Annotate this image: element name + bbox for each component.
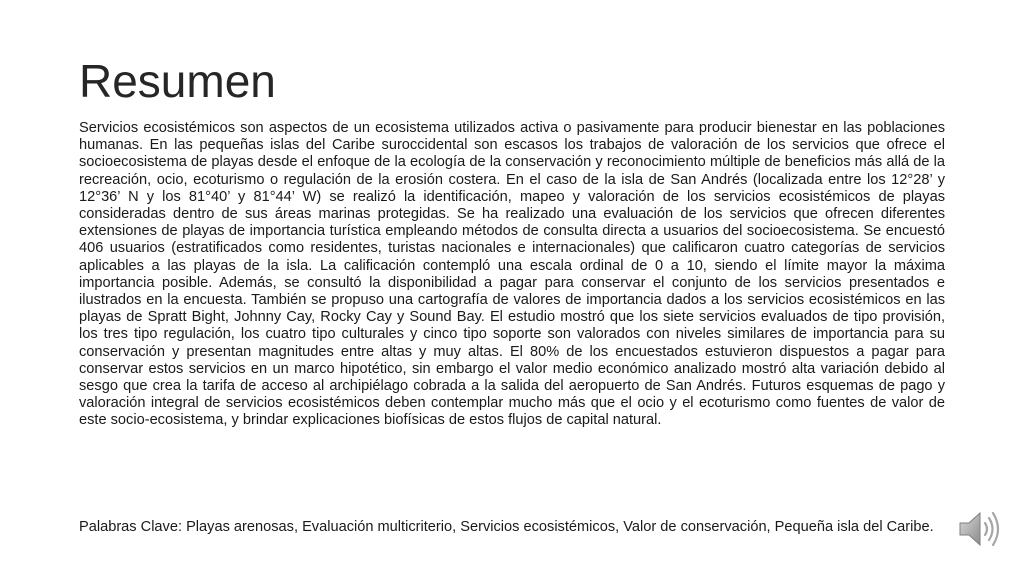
slide-title: Resumen [79,55,276,107]
abstract-paragraph: Servicios ecosistémicos son aspectos de un ecosistema utilizados activa o pasivamente para producir bienestar en las poblaciones humanas. En las pequeñas islas del Caribe suroccidental son escasos los trabajos de valoración de los servicios que ofrece el socioecosistema de playas desde el enfoque de la ecología de la conservación y reconocimiento múltiple de beneficios más allá de la recreación, ocio, ecoturismo o regulación de la erosión costera. En el caso de la isla de San Andrés (localizada entre los 12°28’ y 12°36’ N y los 81°40’ y 81°44’ W) se realizó la identificación, mapeo y valoración de los servicios ecosistémicos de playas consideradas dentro de sus áreas marinas protegidas. Se ha realizado una evaluación de los servicios que ofrecen diferentes extensiones de playas de importancia turística empleando métodos de consulta directa a usuarios del socioecosistema. Se encuestó 406 usuarios (estratificados como residentes, turistas nacionales e internacionales) que calificaron cuatro categorías de servicios aplicables a las playas de la isla. La calificación contempló una escala ordinal de 0 a 10, siendo el límite mayor la máxima importancia posible. Además, se consultó la disponibilidad a pagar para conservar el conjunto de los servicios presentados e ilustrados en la encuesta. También se propuso una cartografía de valores de importancia dados a los servicios ecosistémicos en las playas de Spratt Bight, Johnny Cay, Rocky Cay y Sound Bay. El estudio mostró que los siete servicios evaluados de tipo provisión, los tres tipo regulación, los cuatro tipo culturales y cinco tipo soporte son valorados con niveles similares de importancia para su conservación y presentan magnitudes entre altas y muy altas. El 80% de los encuestados estuvieron dispuestos a pagar para conservar estos servicios en un marco hipotético, sin embargo el valor medio económico analizado mostró alta variación debido al sesgo que crea la tarifa de acceso al archipiélago cobrada a la salida del aeropuerto de San Andrés. Futuros esquemas de pago y valoración integral de servicios ecosistémicos deben contemplar mucho más que el ocio y el ecoturismo como fuentes de valor de este socio-ecosistema, y brindar explicaciones biofísicas de estos flujos de capital natural. [79,120,945,429]
speaker-icon[interactable] [956,506,1006,552]
keywords-paragraph: Palabras Clave: Playas arenosas, Evaluación multicriterio, Servicios ecosistémicos, Valor de conservación, Pequeña isla del Caribe. [79,519,934,535]
